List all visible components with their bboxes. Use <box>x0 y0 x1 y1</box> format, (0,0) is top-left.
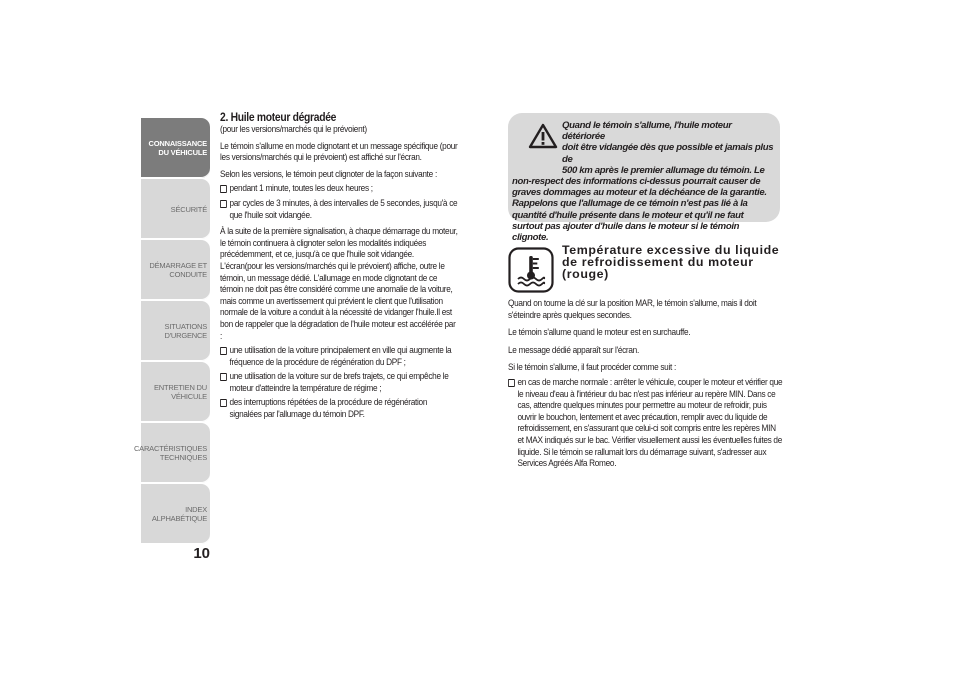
warning-line: non-respect des informations ci-dessus pourrait causer de graves dommages au moteur et la déchéance de la garantie. Rappelons que l'allumage de ce témoin n'est pas lié à la quantité d'huile présente dans le moteur et qu'il ne faut surtout pas ajouter d'huile dans le moteur si le témoin clignote. <box>512 176 767 244</box>
warning-line: Quand le témoin s'allume, l'huile moteur détériorée <box>562 120 732 143</box>
warning-text <box>512 120 776 243</box>
paragraph: Le témoin s'allume en mode clignotant et un message spécifique (pour les versions/marchés qui le prévoient) est affiché sur l'écran. <box>220 140 458 164</box>
list-item <box>220 371 458 394</box>
list-item <box>220 183 458 195</box>
paragraph: Le témoin s'allume quand le moteur est en surchauffe. <box>508 327 691 339</box>
paragraph: Selon les versions, le témoin peut clignoter de la façon suivante : <box>220 168 437 180</box>
tab-caracteristiques-techniques[interactable]: CARACTÉRISTIQUES TECHNIQUES <box>141 423 210 483</box>
list-item <box>220 198 458 221</box>
warning-line: doit être vidangée dès que possible et jamais plus de <box>562 142 774 165</box>
paragraph: À la suite de la première signalisation, à chaque démarrage du moteur, le témoin continuera à clignoter selon les modalités indiquées précédemment, et ce, jusqu'à ce que l'huile soit vidangée. L'écran(pour les versions/marchés qui le prévoient) affiche, outre le témoin, un message dédié. L'allumage en mode clignotant de ce témoin ne doit pas être considéré comme une anomalie de la voiture, mais comme un avertissement qui prévient le client que l'utilisation normale de la voiture a conduit à la nécessité de vidanger l'huile.Il est bon de rappeler que la dégradation de l'huile moteur est accélérée par : <box>220 226 458 342</box>
list-item-text: par cycles de 3 minutes, à des intervalles de 5 secondes, jusqu'à ce que l'huile soit vidangée. <box>229 197 458 221</box>
list-item <box>220 397 458 420</box>
list-item-text: en cas de marche normale : arrêter le véhicule, couper le moteur et vérifier que le niveau d'eau à l'intérieur du bac n'est pas inférieur au repère MIN. Dans ce cas, attendre quelques minutes pour permettre au moteur de refroidir, puis ouvrir le bouchon, lentement et avec précaution, remplir avec du liquide de refroidissement, en s'assurant que celui-ci soit compris entre les repères MIN et MAX indiqués sur le bac. Vérifier visuellement aussi les éventuelles fuites de liquide. Si le témoin se rallumait lors du démarrage suivant, s'adresser aux Services Agréés Alfa Romeo. <box>517 376 783 470</box>
page-number: 10 <box>193 545 210 562</box>
tab-demarrage-et-conduite[interactable]: DÉMARRAGE ET CONDUITE <box>141 240 210 300</box>
list-item-text: une utilisation de la voiture principalement en ville qui augmente la fréquence de la procédure de régénération du DPF ; <box>229 345 452 368</box>
checkbox-bullet-icon <box>220 347 227 355</box>
coolant-temperature-icon <box>508 247 554 293</box>
paragraph: Si le témoin s'allume, il faut procéder comme suit : <box>508 362 676 374</box>
list-item-text: des interruptions répétées de la procédure de régénération signalées par l'allumage du témoin DPF. <box>229 397 428 421</box>
tab-securite[interactable]: SÉCURITÉ <box>141 179 210 239</box>
section-title: Température excessive du liquide de refroidissement du moteur (rouge) <box>562 243 780 282</box>
tab-situations-d-urgence[interactable]: SITUATIONS D'URGENCE <box>141 301 210 361</box>
paragraph: Quand on tourne la clé sur la position MAR, le témoin s'allume, mais il doit s'éteindre après quelques secondes. <box>508 298 757 321</box>
checkbox-bullet-icon <box>220 185 227 193</box>
checkbox-bullet-icon <box>220 399 227 407</box>
checkbox-bullet-icon <box>220 200 227 208</box>
tab-connaissance-du-vehicule[interactable]: CONNAISSANCE DU VÉHICULE <box>141 118 210 178</box>
checkbox-bullet-icon <box>220 373 227 381</box>
list-item <box>508 377 783 470</box>
tab-entretien-du-vehicule[interactable]: ENTRETIEN DU VÉHICULE <box>141 362 210 422</box>
list-item <box>220 345 458 368</box>
section-heading: 2. Huile moteur dégradée <box>220 110 337 124</box>
list-item-text: pendant 1 minute, toutes les deux heures ; <box>229 183 373 195</box>
right-column <box>508 298 783 470</box>
tab-index-alphabetique[interactable]: INDEX ALPHABÉTIQUE <box>141 484 210 544</box>
warning-box <box>508 113 780 244</box>
warning-line: 500 km après le premier allumage du témoin. Le <box>562 164 765 176</box>
left-column <box>220 111 458 421</box>
section-subheading: (pour les versions/marchés qui le prévoient) <box>220 124 367 135</box>
checkbox-bullet-icon <box>508 379 515 387</box>
list-item-text: une utilisation de la voiture sur de brefs trajets, ce qui empêche le moteur d'atteindre la température de régime ; <box>229 371 449 394</box>
paragraph: Le message dédié apparaît sur l'écran. <box>508 344 639 356</box>
